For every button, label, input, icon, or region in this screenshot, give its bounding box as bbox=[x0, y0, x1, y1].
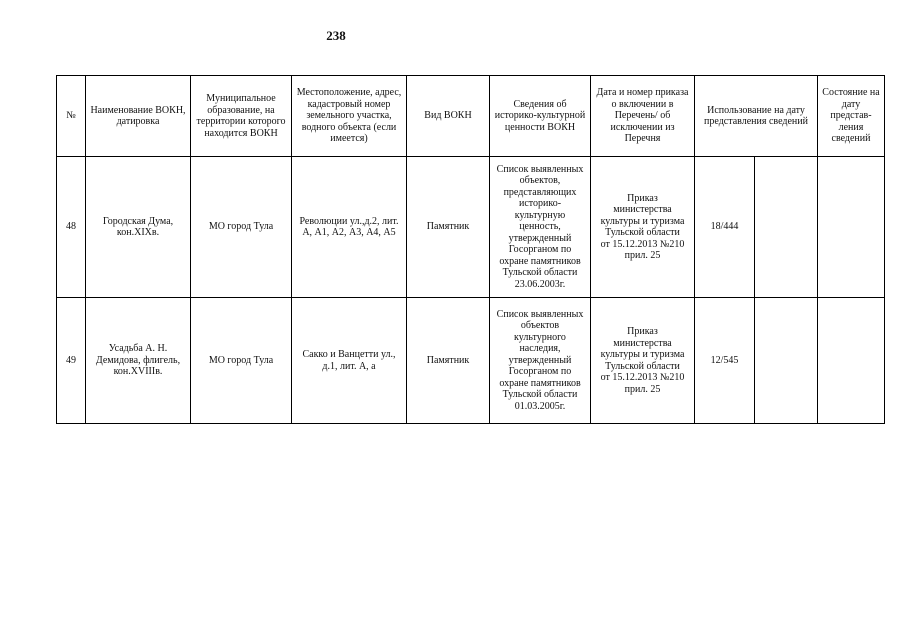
header-location: Местоположение, адрес, кадастровый номер земельного участка, водного объекта (если имеется) bbox=[292, 76, 407, 157]
state-value bbox=[818, 157, 885, 298]
order-info bbox=[591, 298, 695, 424]
order-line: от 15.12.2013 №210 bbox=[600, 372, 685, 383]
info-line: объектов, bbox=[519, 175, 561, 187]
header-usage: Использование на дату представления сведений bbox=[695, 76, 818, 157]
info-line: Список выявленных bbox=[496, 308, 584, 320]
usage-value: 12/545 bbox=[695, 298, 755, 424]
info-line: культурную bbox=[514, 209, 566, 221]
row-number: 48 bbox=[57, 157, 86, 298]
order-line: культуры и туризма bbox=[600, 215, 685, 227]
order-line: Приказ bbox=[627, 326, 658, 337]
info-line: наследия, bbox=[519, 343, 561, 355]
order-line: министерства bbox=[613, 337, 672, 349]
object-type: Памятник bbox=[407, 298, 490, 424]
header-municipality: Муниципальное образование, на территории которого находится ВОКН bbox=[191, 76, 292, 157]
order-line: прил. 25 bbox=[624, 383, 661, 395]
order-line: министерства bbox=[613, 204, 672, 215]
info-line: культурного bbox=[514, 331, 566, 343]
info-line: объектов bbox=[520, 320, 560, 332]
object-name: Городская Дума, кон.XIXв. bbox=[86, 157, 191, 298]
historical-info bbox=[490, 157, 591, 298]
info-line: ценность, bbox=[519, 221, 561, 233]
order-line: от 15.12.2013 №210 bbox=[600, 238, 685, 250]
info-line: Тульской области bbox=[502, 389, 578, 401]
info-line: утвержденный bbox=[508, 232, 572, 244]
info-line: Список выявленных bbox=[496, 163, 584, 175]
municipality: МО город Тула bbox=[191, 298, 292, 424]
info-line: Госорганом по bbox=[508, 244, 572, 256]
order-line: Тульской области bbox=[605, 227, 680, 238]
info-line: Госорганом по bbox=[508, 366, 572, 378]
state-value bbox=[818, 298, 885, 424]
order-line: Приказ bbox=[627, 192, 658, 204]
object-location: Сакко и Ванцетти ул., д.1, лит. А, а bbox=[292, 298, 407, 424]
usage-extra bbox=[755, 298, 818, 424]
header-number: № bbox=[57, 76, 86, 157]
page-number: 238 bbox=[326, 28, 346, 43]
table-row bbox=[57, 157, 885, 298]
row-number: 49 bbox=[57, 298, 86, 424]
info-line: охране памятников bbox=[499, 255, 581, 267]
object-type: Памятник bbox=[407, 157, 490, 298]
usage-extra bbox=[755, 157, 818, 298]
info-line: Тульской области bbox=[502, 267, 578, 279]
order-info bbox=[591, 157, 695, 298]
order-line: прил. 25 bbox=[624, 250, 661, 261]
object-location: Революции ул.,д.2, лит. А, А1, А2, А3, А4, А5 bbox=[292, 157, 407, 298]
info-line: историко- bbox=[518, 198, 562, 210]
info-line: 23.06.2003г. bbox=[514, 278, 566, 290]
heritage-objects-table bbox=[56, 75, 885, 424]
header-order: Дата и номер приказа о включении в Перечень/ об исключении из Перечня bbox=[591, 76, 695, 157]
municipality: МО город Тула bbox=[191, 157, 292, 298]
header-info: Сведения об историко-культурной ценности ВОКН bbox=[490, 76, 591, 157]
info-line: представляющих bbox=[503, 186, 577, 198]
info-line: охране памятников bbox=[499, 377, 581, 389]
header-type: Вид ВОКН bbox=[407, 76, 490, 157]
order-line: культуры и туризма bbox=[600, 349, 685, 360]
table-header-row bbox=[57, 76, 885, 157]
order-line: Тульской области bbox=[605, 360, 680, 372]
table-row bbox=[57, 298, 885, 424]
historical-info bbox=[490, 298, 591, 424]
header-state: Состояние на дату представ-ления сведений bbox=[818, 76, 885, 157]
usage-value: 18/444 bbox=[695, 157, 755, 298]
object-name: Усадьба А. Н. Демидова, флигель, кон.XVIIIв. bbox=[86, 298, 191, 424]
info-line: утвержденный bbox=[508, 354, 572, 366]
header-name: Наименование ВОКН, датировка bbox=[86, 76, 191, 157]
info-line: 01.03.2005г. bbox=[514, 400, 566, 412]
